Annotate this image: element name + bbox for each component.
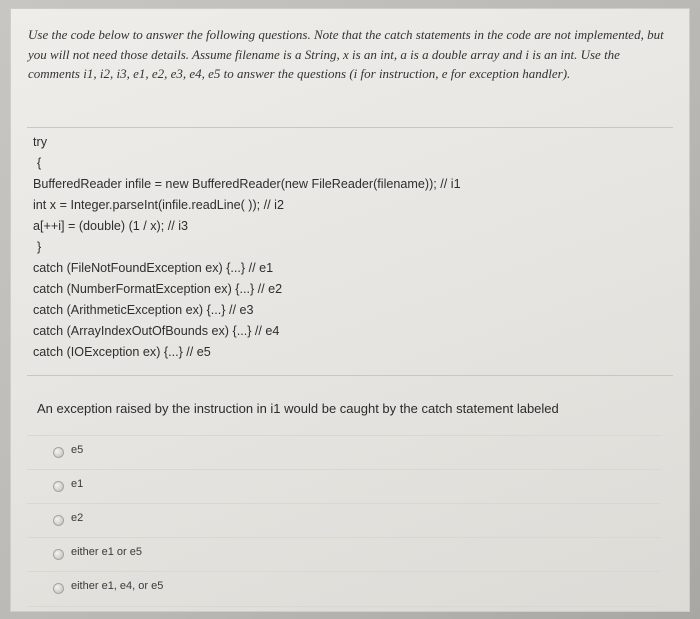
- answer-option-e5[interactable]: [27, 435, 661, 470]
- code-line-e4: catch (ArrayIndexOutOfBounds ex) {...} // e4: [33, 324, 280, 338]
- code-line-e2: catch (NumberFormatException ex) {...} // e2: [33, 282, 283, 296]
- code-line-i2: int x = Integer.parseInt(infile.readLine( )); // i2: [33, 198, 284, 212]
- answer-option-label: either e1 or e5: [71, 546, 142, 558]
- question-text: An exception raised by the instruction in i1 would be caught by the catch statement labeled: [37, 401, 559, 416]
- code-line-open-brace: {: [37, 156, 42, 170]
- divider: [27, 127, 673, 128]
- code-line-i1: BufferedReader infile = new BufferedReader(new FileReader(filename)); // i1: [33, 177, 461, 191]
- answer-option-label: e2: [71, 512, 84, 524]
- radio-button-icon[interactable]: [53, 481, 64, 492]
- code-line-i3: a[++i] = (double) (1 / x); // i3: [33, 219, 189, 233]
- radio-button-icon[interactable]: [53, 549, 64, 560]
- radio-button-icon[interactable]: [53, 583, 64, 594]
- radio-button-icon[interactable]: [53, 447, 64, 458]
- code-line-e5: catch (IOException ex) {...} // e5: [33, 345, 211, 359]
- code-line-e1: catch (FileNotFoundException ex) {...} // e1: [33, 261, 274, 275]
- answer-option-label: either e1, e4, or e5: [71, 580, 164, 592]
- answer-option-e1-or-e5[interactable]: [27, 537, 661, 572]
- instructions-text: Use the code below to answer the following questions. Note that the catch statements in the code are not implemented, but you will not need those details. Assume filename is a String, x is an int, a is a double array and i is an int. Use the comments i1, i2, i3, e1, e2, e3, e4, e5 to answer the questions (i for instruction, e for exception handler).: [28, 27, 664, 81]
- code-line-e3: catch (ArithmeticException ex) {...} // e3: [33, 303, 254, 317]
- code-line-try: try: [33, 135, 47, 149]
- answer-option-label: e1: [71, 478, 84, 490]
- radio-button-icon[interactable]: [53, 515, 64, 526]
- answer-option-e2[interactable]: [27, 503, 661, 538]
- answer-option-e1[interactable]: [27, 469, 661, 504]
- question-page: [10, 8, 690, 612]
- answer-option-label: e5: [71, 444, 84, 456]
- answer-option-e1-e4-or-e5[interactable]: [27, 571, 661, 607]
- divider: [27, 375, 673, 376]
- code-line-close-brace: }: [37, 240, 42, 254]
